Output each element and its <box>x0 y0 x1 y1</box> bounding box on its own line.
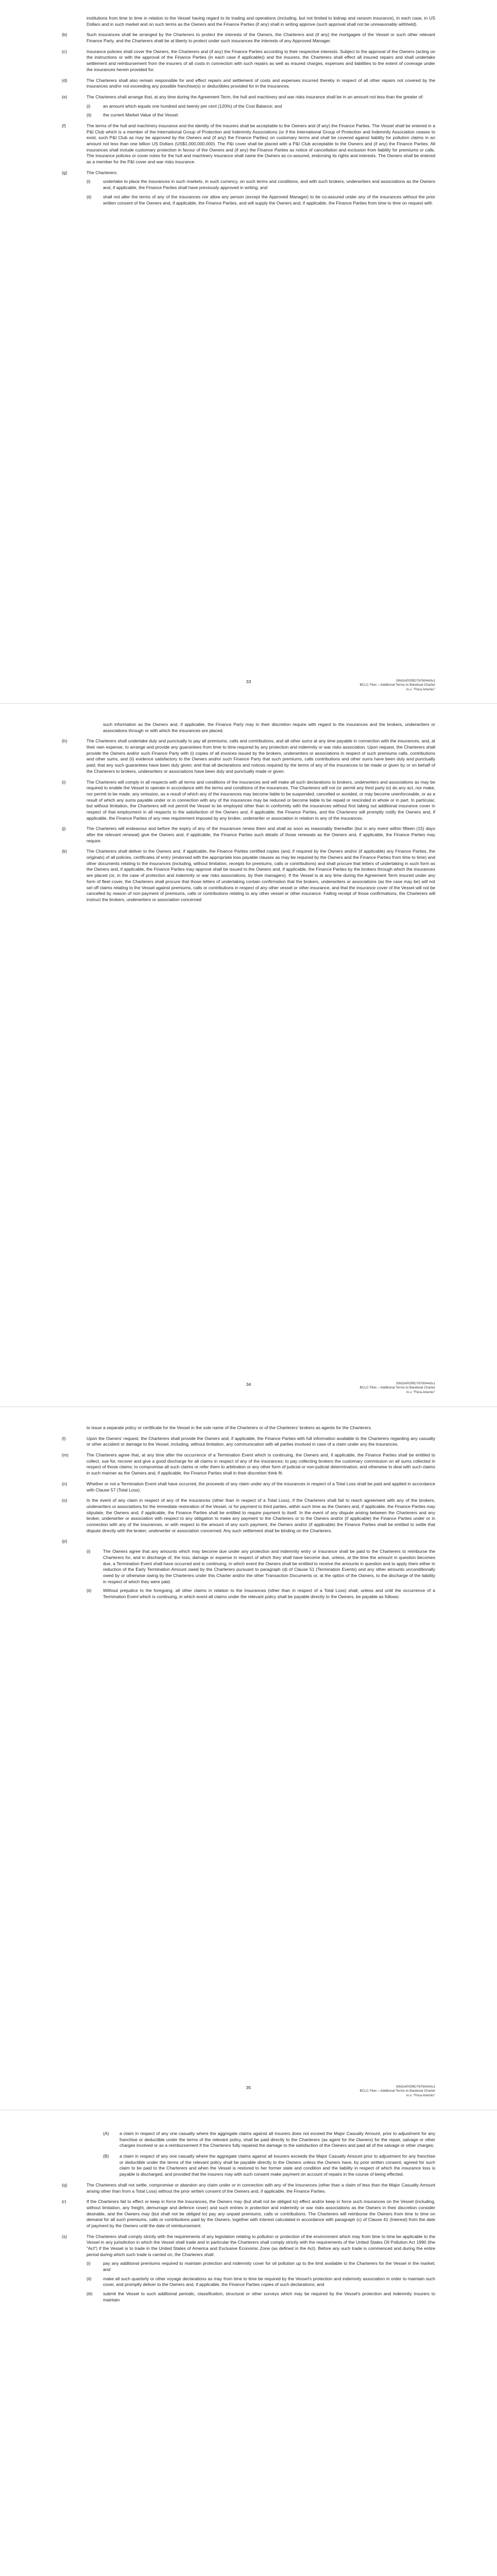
doc-ref-line3: m.v. "Flora Artemis" <box>406 2093 435 2097</box>
page-36-body <box>62 2131 435 2308</box>
clause-label: (i) <box>62 779 66 785</box>
clause-label: (j) <box>62 826 66 832</box>
page-number: 35 <box>246 2085 251 2090</box>
subclause-p-ii <box>87 1588 435 1600</box>
document-reference <box>359 679 435 692</box>
clause-label: (e) <box>62 94 67 99</box>
clause-text: The Charterers shall arrange that, at any time during the Agreement Term, the hull and machinery and war risks insurance shall be in an amount not less than the greater of: <box>87 94 424 99</box>
subclause-p-ii-A <box>62 2131 435 2149</box>
page-35 <box>0 1407 497 2110</box>
subclause-text: The Owners agree that any amounts which may become due under any protection and indemnity entry or insurance shall be paid to the Charterers to reimburse the Charterers for, and in discharge of, the loss, damage or expense in respect of which they shall have become due, unless, at the time the amount in question becomes due, a Termination Event shall have occurred and is continuing, in which event the Owners shall be entitled to receive the amounts in question and to apply them either in reduction of the Early Termination Amount owed by the Charterers pursuant to paragraph (d) of Clause 51 (Termination Events) and any other amounts unconditionally owed by or otherwise owing by the Charterers under this Charter and/or the other Transaction Documents or, at the option of the Owners, to the discharge of the liability in respect of which they were paid. <box>103 1549 435 1584</box>
subclause-text: pay any additional premiums required to maintain protection and indemnity cover for oil pollution up to the limit available to the Charterers for the Vessel in the market; and <box>103 2261 435 2273</box>
subclause-s-i <box>87 2261 435 2273</box>
clause-j <box>62 826 435 844</box>
clause-label: (m) <box>62 1452 68 1458</box>
subclause-label: (iii) <box>87 2291 93 2297</box>
doc-ref-line1: SINGAPORE/76760443v1 <box>396 679 435 683</box>
clause-r <box>62 2199 435 2229</box>
clause-p <box>62 1538 435 1600</box>
clause-text: Upon the Owners' request, the Charterers shall provide the Owners and, if applicable, the Finance Parties with full information available to the Charterers regarding any casualty or other accident or damage to the Vessel, including, without limitation, any communication with all parties involved in case of a claim under any the insurances. <box>87 1435 435 1447</box>
clause-b <box>62 32 435 44</box>
doc-ref-line2: BCLC Files – Additional Terms to Bareboat Charter <box>359 683 435 687</box>
document-reference <box>359 2085 435 2098</box>
page-34-body <box>62 722 435 908</box>
clause-h <box>62 738 435 774</box>
clause-s <box>62 2234 435 2303</box>
page-33 <box>0 0 497 703</box>
clause-g <box>62 170 435 206</box>
page-number: 34 <box>246 1382 251 1387</box>
subclause-text: the current Market Value of the Vessel. <box>103 112 179 118</box>
subclause-label: (ii) <box>87 2276 92 2281</box>
clause-label: (p) <box>62 1538 67 1544</box>
clause-c <box>62 49 435 73</box>
subclause-text: an amount which equals one hundred and twenty per cent (120%) of the Cost Balance; and <box>103 103 282 109</box>
subclause-p-i <box>87 1549 435 1585</box>
clause-label: (s) <box>62 2233 67 2239</box>
subclause-g-ii <box>87 194 435 206</box>
clause-i <box>62 779 435 822</box>
clause-text: In the event of any claim in respect of any of the insurances (other than in respect of a Total Loss), if the Charterers shall fail to reach agreement with any of the brokers, underwriters or associations for the immediate restoration of the Vessel, or for payment to third parties, within such time as the Owners and, if applicable, the Finance Parties may stipulate, the Owners and, if applicable, the Finance Parties shall be entitled to require payment to itself. In the event of any dispute arising between the Charterers and any broker, underwriter or association with respect to any obligation to make any payment to the Charterers or to the Owners and/or (if applicable) the Finance Parties under or in connection with any of the insurances, or with respect to the amount of any such payment, the Owners and/or (if applicable) the Finance Parties shall be entitled to settle that dispute directly with the broker, underwriter or association concerned. Any such settlement shall be binding on the Charterers. <box>87 1498 435 1533</box>
clause-text: Insurance policies shall cover the Owners, the Charterers and (if any) the Finance Parties according to their respective interests. Subject to the approval of the Owners (acting on the instructions or with the approval of the Finance Parties (in each case if applicable)) and the insurers, the Charterers shall effect all insured repairs and shall undertake settlement and reimbursement from the insurers of all costs in connection with such repairs as well as insured charges, expenses and liabilities to the extent of coverage under the insurances herein provided for. <box>87 48 435 72</box>
page-33-body <box>62 15 435 211</box>
clause-text: The Charterers shall comply strictly with the requirements of any legislation relating to pollution or protection of the environment which may from time to time be applicable to the Vessel in any jurisdiction in which the Vessel shall trade and in particular the Charterers shall comply strictly with the requirements of the United States Oil Pollution Act 1990 (the "Act") if the Vessel is to trade in the United States of America and Exclusive Economic Zone (as defined in the Act). Before any such trade is commenced and during the entire period during which such trade is carried on, the Charterers shall: <box>87 2233 435 2257</box>
subclause-s-ii <box>87 2276 435 2288</box>
subclause-label: (i) <box>87 2261 91 2266</box>
clause-text: The Charterers will comply in all respects with all terms and conditions of the insurances and will make all such declarations to brokers, underwriters and associations as may be required to enable the Vessel to operate in accordance with the terms and conditions of the insurances. The Charterers will not (or permit any third party to) do any act, nor make, nor permit to be made, any omission, as a result of which any of the insurances may become liable to be suspended, cancelled or avoided, or may become unenforceable, or as a result of which any sums payable under or in connection with any of the insurances may be reduced or become liable to be repaid or rescinded in whole or in part. In particular, but without limitation, the Charterers will not permit the Vessel to be employed other than in conformity with the insurances without first taking out additional insurance cover in respect of that employment in all respects to the satisfaction of the Owners and, if applicable, the Finance Parties, and the Charterers will promptly notify the Owners and, if applicable, the Finance Parties of any new requirement imposed by any broker, underwriter or association in relation to any of the insurances. <box>87 779 435 821</box>
clause-label: (r) <box>62 2199 66 2205</box>
clause-q <box>62 2182 435 2194</box>
page-number: 33 <box>246 679 251 684</box>
clause-text: a claim in respect of any one casualty where the aggregate claims against all insurers exceeds the Major Casualty Amount prior to adjustment for any franchise or deductible under the terms of the relevant policy shall be payable directly to the Owners unless the Owners have, by prior written consent, agreed for such claim to be paid to the Charterers and when the Vessel is restored to her former state and condition and the liability in respect of which the insurance loss is payable is discharged, and provided that the insurers may with such consent make payment on account of repairs in the course of being effected. <box>119 2154 435 2177</box>
clause-label: (d) <box>62 77 67 83</box>
subclause-g-i <box>87 179 435 191</box>
clause-text: If the Charterers fail to effect or keep in force the Insurances, the Owners may (but shall not be obliged to) effect and/or keep in force such insurances on the Vessel (including, without limitation, any freight, demurrage and defence cover) and such entries in protection and indemnity or war risks associations as the Owners in their discretion consider desirable, and the Owners may (but shall not be obliged to) pay any unpaid premiums, calls or contributions. The Charterers will reimburse the Owners from time to time on demand for all such premiums, calls or contributions paid by the Owners, together with interest calculated in accordance with paragraph (c) of Clause 41 (Interest) from the date of payment by the Owners until the date of reimbursement. <box>87 2199 435 2228</box>
clause-text: The Charterers shall deliver to the Owners and, if applicable, the Finance Parties certified copies (and, if required by the Owners and/or (if applicable) any Finance Parties, the originals) of all policies, certificates of entry (endorsed with the appropriate loss payable clauses as may be required by the Owners and the Finance Parties from time to time) and other documents relating to the insurances (including, without limitation, receipts for premiums, calls or contributions) and shall procure that letters of undertaking in such form as the Owners and, if applicable, the Finance Parties may approve shall be issued to the Owners and, if applicable, the Finance Parties by the brokers through which the insurances are placed (or, in the case of protection and indemnity or war risks associations, by their managers). If the Vessel is at any time during the Agreement Term insured under any form of fleet cover, the Charterers shall procure that those letters of undertaking contain confirmation that the brokers, underwriters or associations (as the case may be) will not set off claims relating to the Vessel against premiums, calls or contributions in respect of any other vessel or other insurance, and that the insurance cover of the Vessel will not be cancelled by reason of non-payment of premiums, calls or contributions relating to any other vessel or other insurance. Failing receipt of those confirmations, the Charterers will instruct the brokers, underwriters or association concerned <box>87 849 435 902</box>
clause-label: (g) <box>62 170 67 175</box>
clause-label: (q) <box>62 2182 67 2188</box>
clause-text: Whether or not a Termination Event shall have occurred, the proceeds of any claim under any of the insurances in respect of a Total Loss shall be paid and applied in accordance with Clause 57 (Total Loss). <box>87 1481 435 1493</box>
document-reference <box>359 1382 435 1395</box>
subclause-e-ii <box>87 112 435 118</box>
clause-l <box>62 1436 435 1448</box>
clause-k <box>62 849 435 903</box>
clause-d <box>62 78 435 90</box>
clause-text: The Charterers will endeavour and before the expiry of any of the insurances renew them and shall as soon as reasonably thereafter (but in any event within fifteen (15) days after the relevant renewal) give the Owners and, if applicable, the Finance Parties such details of those renewals as the Owners and, if applicable, the Finance Parties may require. <box>87 826 435 843</box>
clause-k-continuation: to issue a separate policy or certificate for the Vessel in the sole name of the Charterers or of the Charterers' brokers as agents for the Charterers. <box>87 1425 372 1430</box>
clause-n <box>62 1481 435 1493</box>
clause-m <box>62 1452 435 1477</box>
subclause-label: (i) <box>87 103 91 109</box>
page-35-body <box>62 1425 435 1605</box>
clause-g-continuation: such information as the Owners and, if applicable, the Finance Party may in their discretion require with regard to the insurances and the brokers, underwriters or associations through or with which the insurances are placed. <box>103 722 435 733</box>
page-36 <box>0 2110 497 2576</box>
doc-ref-line3: m.v. "Flora Artemis" <box>406 1390 435 1394</box>
subclause-e-i <box>87 104 435 110</box>
subclause-text: undertake to place the insurances in such markets, in such currency, on such terms and conditions, and with such brokers, underwriters and associations as the Owners and, if applicable, the Finance Parties shall have previously approved in writing; and <box>103 179 435 191</box>
clause-a-continuation: institutions from time to time in relation to the Vessel having regard to its trading and operations (including, but not limited to kidnap and ransom insurance), in each case, in US Dollars and in such market and on such terms as the Owners and the Finance Parties (if any) shall in writing approve (such approval shall not be unreasonably withheld). <box>87 15 435 27</box>
doc-ref-line2: BCLC Files – Additional Terms to Bareboat Charter <box>359 2089 435 2093</box>
clause-label: (o) <box>62 1498 67 1503</box>
clause-f <box>62 123 435 165</box>
clause-text: The Charterers shall not settle, compromise or abandon any claim under or in connection with any of the Insurances (other than a claim of less than the Major Casualty Amount arising other than from a Total Loss) without the prior written consent of the Owners and, if applicable, the Finance Parties. <box>87 2182 435 2194</box>
clause-label: (A) <box>103 2131 109 2136</box>
clause-text: The Charterers shall undertake duly and punctually to pay all premiums, calls and contributions, and all other sums at any time payable in connection with the insurances, and, at their own expense, to arrange and provide any guarantees from time to time required by any protection and indemnity or war risks association. Upon request, the Charterers shall provide the Owners and/or such Finance Party with (i) copies of all invoices issued by the brokers, underwriters or associations in respect of such premiums calls, contributions and other sums, and (ii) evidence satisfactory to the Owners and/or such Finance Party that such premiums, calls contributions and other sums have been duly and punctually paid; that any such guarantees have been duly given; and that all declarations and notices required by the terms of any of the insurances to be made or given by or on behalf of the Charterers to brokers, underwriters or associations have been duly and punctually made or given. <box>87 738 435 774</box>
subclause-label: (i) <box>87 179 91 184</box>
clause-text: Such insurances shall be arranged by the Charterers to protect the interests of the Owners, the Charterers and (if any) the mortgagee of the Vessel or such other relevant Finance Party, and the Charterers shall be at liberty to protect under such insurances the interests of any Approved Manager. <box>87 32 435 44</box>
subclause-p-ii-B <box>62 2154 435 2178</box>
clause-text: The terms of the hull and machinery insurance and the identity of the insurers shall be acceptable to the Owners and (if any) the Finance Parties. The Vessel shall be entered in a P&I Club which is a member of the International Group of Protection and Indemnity Associations (or if the International Group of Protection and Indemnity Association ceases to exist, such P&I Club as may be approved by the Owners and (if any) the Finance Parties) on customary terms and shall be covered against liability for pollution claims in an amount not less than one billion US Dollars (US$1,000,000,000). The P&I cover shall be placed with a P&I Club acceptable to the Owners and (if any) the Finance Parties. All insurances shall include customary protection in favour of the Owners and (if any) the Finance Parties as notice of cancellation and exclusion from liability for premiums or calls. The insurance policies or cover notes for the hull and machinery insurance shall name the Owners as co-assured, endorsing its rights and interests. The Owners shall be entered as a member for the P&I cover and war risks insurance. <box>87 123 435 165</box>
subclause-s-iii <box>87 2291 435 2303</box>
subclause-label: (ii) <box>87 1588 92 1594</box>
clause-text: The Charterers shall also remain responsible for and effect repairs and settlement of costs and expenses incurred thereby in respect of all other repairs not covered by the insurances and/or not exceeding any possible franchise(s) or deductibles provided for in the insurances. <box>87 77 435 89</box>
doc-ref-line3: m.v. "Flora Artemis" <box>406 687 435 691</box>
clause-label: (f) <box>62 123 66 128</box>
doc-ref-line1: SINGAPORE/76760443v1 <box>396 1382 435 1385</box>
clause-label: (h) <box>62 738 67 744</box>
subclause-label: (i) <box>87 1549 91 1554</box>
subclause-text: make all such quarterly or other voyage declarations as may from time to time be required by the Vessel's protection and indemnity association in order to maintain such cover, and promptly deliver to the Owners and, if applicable, the Finance Parties copies of such declarations; and <box>103 2276 435 2287</box>
clause-label: (c) <box>62 48 67 54</box>
doc-ref-line1: SINGAPORE/76760443v1 <box>396 2085 435 2089</box>
clause-text: The Charterers: <box>87 170 118 175</box>
clause-label: (l) <box>62 1435 66 1441</box>
clause-label: (B) <box>103 2154 109 2159</box>
subclause-label: (ii) <box>87 112 92 118</box>
subclause-text: shall not alter the terms of any of the insurances nor allow any person (except the Approved Manager) to be co-assured under any of the insurances without the prior written consent of the Owners and, if applicable, the Finance Parties, and will supply the Owners and, if applicable, the Finance Parties from time to time on request with <box>103 194 435 206</box>
clause-label: (k) <box>62 849 67 854</box>
clause-text: The Charterers agree that, at any time after the occurrence of a Termination Event which is continuing, the Owners and, if applicable, the Finance Parties shall be entitled to collect, sue for, recover and give a good discharge for all claims in respect of any of the insurances; to pay collecting brokers the customary commission on all sums collected in respect of those claims; to compromise all such claims or refer them to arbitration or any other form of judicial or non-judicial determination; and otherwise to deal with such claims in such manner as the Owners and, if applicable, the Finance Parties shall in their discretion think fit. <box>87 1452 435 1476</box>
doc-ref-line2: BCLC Files – Additional Terms to Bareboat Charter <box>359 1386 435 1390</box>
subclause-text: Without prejudice to the foregoing, all other claims in relation to the Insurances (other than in respect of a Total Loss) shall, unless and until the occurrence of a Termination Event which is continuing, in which event all claims under the relevant policy shall be payable directly to the Owners, be payable as follows: <box>103 1588 435 1600</box>
subclause-label: (ii) <box>87 194 92 199</box>
clause-label: (b) <box>62 32 67 38</box>
clause-e <box>62 94 435 118</box>
clause-label: (n) <box>62 1481 67 1486</box>
page-34 <box>0 704 497 1406</box>
subclause-text: submit the Vessel to such additional periodic, classification, structural or other surveys which may be required by the Vessel's protection and indemnity insurers to maintain <box>103 2291 435 2302</box>
clause-o <box>62 1498 435 1534</box>
clause-text: a claim in respect of any one casualty where the aggregate claims against all insurers does not exceed the Major Casualty Amount, prior to adjustment for any franchise or deductible under the terms of the relevant policy, shall be paid directly to the Charterers (as agent for the Owners) for the repair, salvage or other charges involved or as a reimbursement if the Charterers fully repaired the damage to the satisfaction of the Owners and paid all of the salvage or other charges; <box>119 2131 435 2148</box>
